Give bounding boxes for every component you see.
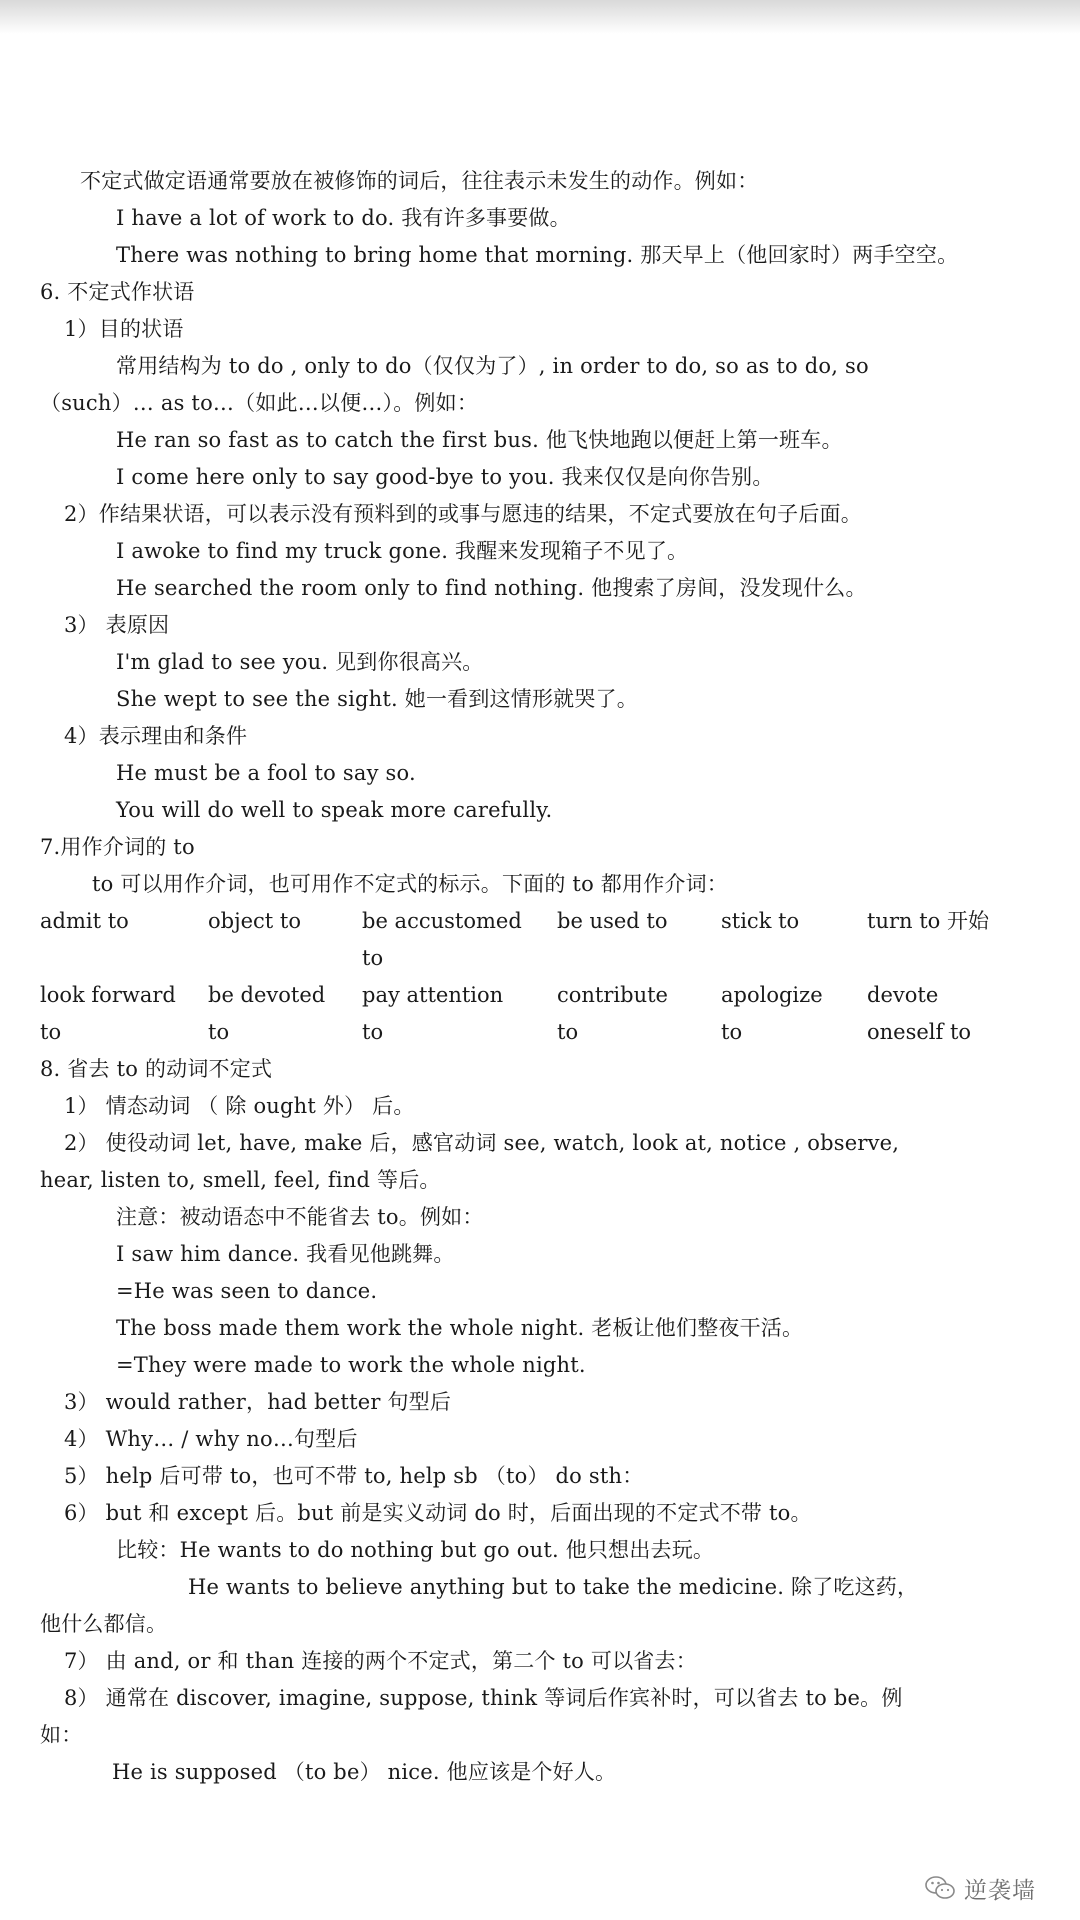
prep-cell: to xyxy=(721,1020,743,1044)
text-line: He ran so fast as to catch the first bus. 他飞快地跑以便赶上第一班车。 xyxy=(116,428,843,452)
prep-cell: to xyxy=(40,1020,62,1044)
prep-cell: contribute xyxy=(557,983,668,1007)
section-heading: 6. 不定式作状语 xyxy=(40,280,195,304)
text-line: 注意：被动语态中不能省去 to。例如： xyxy=(116,1205,484,1229)
text-line: 如： xyxy=(40,1723,83,1747)
prep-cell: to xyxy=(362,946,384,970)
subsection-heading: 2）作结果状语，可以表示没有预料到的或事与愿违的结果，不定式要放在句子后面。 xyxy=(64,502,862,526)
prep-cell: admit to xyxy=(40,909,129,933)
text-line: 1） 情态动词 （ 除 ought 外） 后。 xyxy=(64,1094,415,1118)
text-line: He wants to believe anything but to take the medicine. 除了吃这药， xyxy=(188,1575,919,1599)
prep-cell: look forward xyxy=(40,983,176,1007)
section-heading: 8. 省去 to 的动词不定式 xyxy=(40,1057,273,1081)
watermark-text: 逆袭墙 xyxy=(964,1877,1036,1904)
text-line: 6） but 和 except 后。but 前是实义动词 do 时，后面出现的不定式不带 to。 xyxy=(64,1501,812,1525)
prep-cell: apologize xyxy=(721,983,823,1007)
subsection-heading: 1）目的状语 xyxy=(64,317,184,341)
prep-cell: devote xyxy=(867,983,939,1007)
text-line: 他什么都信。 xyxy=(40,1612,168,1636)
prep-cell: oneself to xyxy=(867,1020,972,1044)
text-line: He must be a fool to say so. xyxy=(116,761,416,785)
text-line: =They were made to work the whole night. xyxy=(116,1353,586,1377)
prep-cell: object to xyxy=(208,909,301,933)
text-line: 2） 使役动词 let, have, make 后，感官动词 see, watch, look at, notice , observe, xyxy=(64,1131,900,1155)
wechat-bubble-icon xyxy=(924,1874,956,1902)
text-line: You will do well to speak more carefully. xyxy=(116,798,553,822)
text-line: hear, listen to, smell, feel, find 等后。 xyxy=(40,1168,441,1192)
text-line: 8） 通常在 discover, imagine, suppose, think 等词后作宾补时，可以省去 to be。例 xyxy=(64,1686,903,1710)
prep-cell: to xyxy=(557,1020,579,1044)
text-line: I awoke to find my truck gone. 我醒来发现箱子不见了。 xyxy=(116,539,689,563)
prep-cell: be used to xyxy=(557,909,668,933)
subsection-heading: 3） 表原因 xyxy=(64,613,170,637)
text-line: 4） Why… / why no…句型后 xyxy=(64,1427,358,1451)
text-line: 比较：He wants to do nothing but go out. 他只想出去玩。 xyxy=(116,1538,715,1562)
text-line: I come here only to say good-bye to you. 我来仅仅是向你告别。 xyxy=(116,465,774,489)
prep-cell: to xyxy=(362,1020,384,1044)
prep-cell: turn to 开始 xyxy=(867,909,989,933)
prep-cell: be accustomed xyxy=(362,909,522,933)
text-line: 5） help 后可带 to，也可不带 to, help sb （to） do sth： xyxy=(64,1464,644,1488)
text-line: He is supposed （to be） nice. 他应该是个好人。 xyxy=(112,1760,617,1784)
top-shadow xyxy=(0,0,1080,34)
text-line: 不定式做定语通常要放在被修饰的词后，往往表示未发生的动作。例如： xyxy=(80,169,759,193)
text-line: 3） would rather，had better 句型后 xyxy=(64,1390,452,1414)
text-line: =He was seen to dance. xyxy=(116,1279,378,1303)
watermark xyxy=(924,1868,1036,1908)
text-line: （such）… as to…（如此…以便…）。例如： xyxy=(40,391,479,415)
section-heading: 7.用作介词的 to xyxy=(40,835,195,859)
text-line: He searched the room only to find nothing. 他搜索了房间，没发现什么。 xyxy=(116,576,867,600)
subsection-heading: 4）表示理由和条件 xyxy=(64,724,248,748)
prep-cell: to xyxy=(208,1020,230,1044)
text-line: She wept to see the sight. 她一看到这情形就哭了。 xyxy=(116,687,638,711)
text-line: There was nothing to bring home that morning. 那天早上（他回家时）两手空空。 xyxy=(116,243,959,267)
text-line: to 可以用作介词，也可用作不定式的标示。下面的 to 都用作介词： xyxy=(92,872,728,896)
prep-cell: stick to xyxy=(721,909,800,933)
text-line: 常用结构为 to do , only to do（仅仅为了）, in order to do, so as to do, so xyxy=(116,354,869,378)
text-line: I'm glad to see you. 见到你很高兴。 xyxy=(116,650,484,674)
text-line: 7） 由 and, or 和 than 连接的两个不定式，第二个 to 可以省去： xyxy=(64,1649,697,1673)
text-line: I saw him dance. 我看见他跳舞。 xyxy=(116,1242,455,1266)
text-line: I have a lot of work to do. 我有许多事要做。 xyxy=(116,206,571,230)
prep-cell: pay attention xyxy=(362,983,504,1007)
text-line: The boss made them work the whole night. 老板让他们整夜干活。 xyxy=(116,1316,804,1340)
prep-cell: be devoted xyxy=(208,983,326,1007)
